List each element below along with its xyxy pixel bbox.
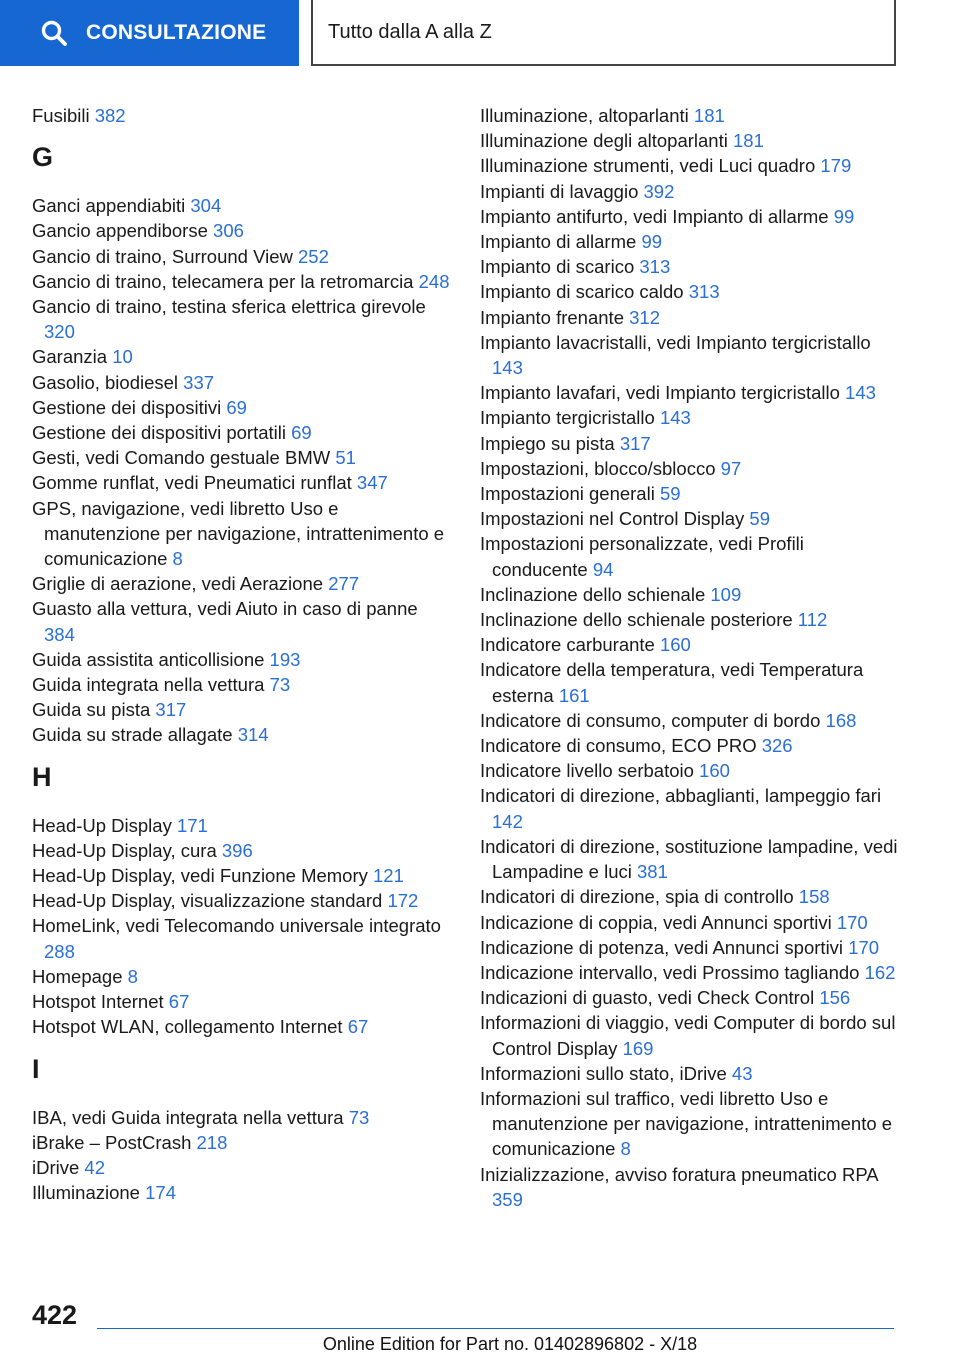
index-letter-heading: I bbox=[32, 1053, 40, 1084]
index-entry bbox=[480, 1162, 900, 1212]
index-entry bbox=[32, 863, 452, 888]
index-entry-text: Guida assistita anticollisione bbox=[32, 648, 265, 670]
index-entry-text: Impostazioni personalizzate, vedi Profili conducente bbox=[480, 533, 804, 580]
index-entry bbox=[480, 128, 900, 153]
index-entry-text: Indicatore di consumo, computer di bordo bbox=[480, 709, 821, 731]
page-link[interactable]: 314 bbox=[237, 724, 269, 746]
page-link[interactable]: 97 bbox=[720, 457, 742, 479]
page-link[interactable]: 306 bbox=[213, 220, 244, 242]
page-link[interactable]: 170 bbox=[836, 911, 868, 933]
index-entry bbox=[480, 204, 900, 229]
index-letter-heading: G bbox=[32, 142, 54, 173]
index-entry bbox=[480, 456, 900, 481]
index-entry bbox=[480, 783, 900, 833]
index-entry bbox=[480, 1010, 900, 1060]
index-entry-text: IBA, vedi Guida integrata nella vettura bbox=[32, 1106, 344, 1128]
page-link[interactable]: 277 bbox=[328, 573, 360, 595]
index-entry bbox=[32, 964, 452, 989]
page-link[interactable]: 181 bbox=[733, 130, 764, 152]
page-link[interactable]: 396 bbox=[221, 839, 253, 861]
index-entry bbox=[32, 445, 452, 470]
index-entry bbox=[32, 1155, 452, 1180]
index-entry bbox=[32, 596, 452, 646]
page-link[interactable]: 347 bbox=[356, 472, 388, 494]
index-entry bbox=[32, 913, 452, 963]
index-entry bbox=[32, 193, 452, 218]
index-entry bbox=[32, 470, 452, 495]
index-entry bbox=[32, 838, 452, 863]
index-entry bbox=[480, 607, 900, 632]
page-link[interactable]: 359 bbox=[492, 1188, 523, 1210]
header bbox=[0, 0, 960, 66]
index-entry-text: Head-Up Display, visualizzazione standard bbox=[32, 890, 383, 912]
page-link[interactable]: 313 bbox=[688, 281, 720, 303]
index-entry bbox=[480, 103, 900, 128]
index-entry bbox=[480, 506, 900, 531]
page-link[interactable]: 252 bbox=[298, 245, 329, 267]
index-entry-text: Indicatori di direzione, sostituzione lampadine, vedi Lampadine e luci bbox=[480, 835, 898, 883]
index-entry bbox=[480, 431, 900, 456]
index-entry-text: Informazioni di viaggio, vedi Computer di bordo sul Control Display bbox=[480, 1012, 896, 1059]
index-entry-text: Impianto frenante bbox=[480, 306, 624, 328]
index-entry-text: Indicatore della temperatura, vedi Temperatura esterna bbox=[480, 659, 864, 706]
index-letter-heading: H bbox=[32, 761, 52, 792]
index-entry-text: Garanzia bbox=[32, 346, 108, 368]
index-entry-text: Head-Up Display bbox=[32, 814, 172, 836]
index-entry bbox=[480, 985, 900, 1010]
index-entry bbox=[480, 910, 900, 935]
index-entry bbox=[480, 254, 900, 279]
page-link[interactable]: 143 bbox=[659, 407, 691, 429]
page-link[interactable]: 170 bbox=[848, 936, 880, 958]
index-entry-text: Gancio di traino, telecamera per la retromarcia bbox=[32, 270, 414, 292]
index-entry-text: Head-Up Display, cura bbox=[32, 839, 217, 861]
index-entry bbox=[480, 758, 900, 783]
index-entry bbox=[480, 279, 900, 304]
index-entry-text: Ganci appendiabiti bbox=[32, 195, 186, 217]
index-entry-text: Gancio appendiborse bbox=[32, 220, 208, 242]
index-entry-text: Gestione dei dispositivi bbox=[32, 396, 222, 418]
index-entry bbox=[32, 571, 452, 596]
index-entry-text: Impianti di lavaggio bbox=[480, 180, 639, 202]
footer-divider bbox=[97, 1328, 894, 1329]
index-entry bbox=[32, 395, 452, 420]
page-link[interactable]: 73 bbox=[348, 1106, 370, 1128]
index-entry-text: Illuminazione bbox=[32, 1182, 140, 1204]
index-entry-text: Indicazione di coppia, vedi Annunci sportivi bbox=[480, 911, 832, 933]
page-link[interactable]: 313 bbox=[639, 256, 671, 278]
index-entry-text: Indicatore livello serbatoio bbox=[480, 760, 694, 782]
index-entry bbox=[32, 244, 452, 269]
index-entry-text: Homepage bbox=[32, 965, 123, 987]
index-entry bbox=[480, 582, 900, 607]
page-link[interactable]: 172 bbox=[387, 890, 419, 912]
index-entry-text: Informazioni sullo stato, iDrive bbox=[480, 1062, 727, 1084]
index-entry bbox=[32, 1105, 452, 1130]
index-entry bbox=[480, 1086, 900, 1162]
page-link[interactable]: 59 bbox=[749, 508, 770, 530]
index-entry bbox=[480, 481, 900, 506]
index-entry bbox=[32, 269, 452, 294]
index-entry bbox=[32, 1180, 452, 1205]
page-link[interactable]: 8 bbox=[172, 548, 183, 570]
index-entry-text: iDrive bbox=[32, 1156, 80, 1178]
index-entry-text: Fusibili bbox=[32, 105, 90, 126]
index-entry-text: Gancio di traino, testina sferica elettrica girevole bbox=[32, 296, 426, 318]
index-entry-text: Impostazioni generali bbox=[480, 483, 655, 505]
index-entry-text: Indicatori di direzione, spia di controllo bbox=[480, 886, 794, 908]
index-entry-text: Illuminazione strumenti, vedi Luci quadro bbox=[480, 155, 816, 177]
edition-footer: Online Edition for Part no. 01402896802 - X/18 bbox=[322, 1334, 698, 1354]
index-entry bbox=[32, 344, 452, 369]
page-link[interactable]: 317 bbox=[155, 699, 187, 721]
index-entry bbox=[480, 884, 900, 909]
index-entry-text: Gancio di traino, Surround View bbox=[32, 245, 293, 267]
index-entry bbox=[480, 305, 900, 330]
index-entry bbox=[32, 989, 452, 1014]
index-entry-text: HomeLink, vedi Telecomando universale integrato bbox=[32, 915, 441, 937]
index-entry bbox=[480, 153, 900, 178]
index-entry bbox=[480, 834, 900, 884]
index-entry bbox=[32, 496, 452, 572]
index-entry-text: Inclinazione dello schienale bbox=[480, 583, 706, 605]
page-link[interactable]: 158 bbox=[798, 886, 830, 908]
index-entry-text: Guida su strade allagate bbox=[32, 724, 233, 746]
consultazione-tab-label: CONSULTAZIONE bbox=[86, 21, 267, 44]
page-link[interactable]: 142 bbox=[492, 810, 523, 832]
page-link[interactable]: 8 bbox=[620, 1138, 631, 1160]
index-entry-text: Indicatori di direzione, abbaglianti, lampeggio fari bbox=[480, 785, 882, 807]
page-link[interactable]: 181 bbox=[693, 105, 725, 126]
index-entry bbox=[32, 888, 452, 913]
page-link[interactable]: 169 bbox=[622, 1037, 654, 1059]
index-entry-text: Impianto lavafari, vedi Impianto tergicristallo bbox=[480, 382, 840, 404]
page-link[interactable]: 248 bbox=[418, 270, 450, 292]
index-entry bbox=[32, 218, 452, 243]
index-entry-text: Impianto lavacristalli, vedi Impianto tergicristallo bbox=[480, 331, 871, 353]
index-entry bbox=[32, 103, 452, 128]
page-link[interactable]: 174 bbox=[145, 1182, 176, 1204]
index-entry bbox=[480, 229, 900, 254]
index-entry bbox=[32, 294, 452, 344]
index-entry bbox=[480, 380, 900, 405]
index-entry bbox=[32, 420, 452, 445]
page-link[interactable]: 384 bbox=[44, 623, 75, 645]
page-link[interactable]: 67 bbox=[347, 1016, 369, 1038]
page-link[interactable]: 382 bbox=[94, 105, 126, 126]
page-link[interactable]: 168 bbox=[825, 709, 857, 731]
index-entry bbox=[480, 960, 900, 985]
index-entry-text: Informazioni sul traffico, vedi libretto Uso e manutenzione per navigazione, intrattenimento e comunicazione bbox=[480, 1087, 893, 1160]
index-entry-text: Head-Up Display, vedi Funzione Memory bbox=[32, 865, 368, 887]
index-entry-text: Impianto antifurto, vedi Impianto di allarme bbox=[480, 205, 829, 227]
page-link[interactable]: 67 bbox=[168, 991, 190, 1013]
index-entry bbox=[480, 935, 900, 960]
index-entry bbox=[480, 632, 900, 657]
index-entry-text: Guasto alla vettura, vedi Aiuto in caso di panne bbox=[32, 598, 418, 620]
consultazione-tab[interactable] bbox=[0, 0, 299, 66]
page-link[interactable]: 42 bbox=[84, 1156, 105, 1178]
page-link[interactable]: 109 bbox=[710, 583, 742, 605]
index-entry bbox=[32, 1130, 452, 1155]
index-entry-text: Guida su pista bbox=[32, 699, 151, 721]
page-link[interactable]: 160 bbox=[699, 760, 730, 782]
index-entry-text: Inizializzazione, avviso foratura pneumatico RPA bbox=[480, 1163, 878, 1185]
index-entry-text: Impianto tergicristallo bbox=[480, 407, 655, 429]
page-link[interactable]: 288 bbox=[44, 940, 75, 962]
page-link[interactable]: 69 bbox=[291, 422, 312, 444]
page-link[interactable]: 8 bbox=[127, 965, 138, 987]
page-link[interactable]: 51 bbox=[335, 447, 356, 469]
index-entry-text: Gestione dei dispositivi portatili bbox=[32, 422, 286, 444]
index-column-right bbox=[480, 103, 900, 1212]
index-entry bbox=[480, 179, 900, 204]
index-entry-text: iBrake – PostCrash bbox=[32, 1131, 192, 1153]
page-link[interactable]: 143 bbox=[492, 357, 523, 379]
page-link[interactable]: 193 bbox=[269, 648, 301, 670]
search-icon bbox=[40, 19, 68, 47]
index-entry bbox=[480, 531, 900, 581]
index-entry bbox=[480, 405, 900, 430]
index-entry-text: Indicazioni di guasto, vedi Check Control bbox=[480, 987, 815, 1009]
index-entry bbox=[480, 708, 900, 733]
page-link[interactable]: 59 bbox=[659, 483, 681, 505]
page-link[interactable]: 43 bbox=[731, 1062, 753, 1084]
index-entry-text: Impostazioni nel Control Display bbox=[480, 508, 745, 530]
page-link[interactable]: 143 bbox=[845, 382, 876, 404]
index-entry bbox=[32, 370, 452, 395]
index-entry bbox=[32, 722, 452, 747]
index-entry bbox=[480, 330, 900, 380]
index-entry-text: Illuminazione, altoparlanti bbox=[480, 105, 689, 126]
page-link[interactable]: 304 bbox=[190, 195, 222, 217]
page-link[interactable]: 312 bbox=[629, 306, 660, 328]
index-entry-text: Indicazione di potenza, vedi Annunci sportivi bbox=[480, 936, 844, 958]
index-entry-text: Gesti, vedi Comando gestuale BMW bbox=[32, 447, 331, 469]
page-number: 422 bbox=[32, 1300, 78, 1330]
index-entry-text: Impiego su pista bbox=[480, 432, 615, 454]
index-entry-text: Hotspot WLAN, collegamento Internet bbox=[32, 1016, 343, 1038]
page-link[interactable]: 317 bbox=[619, 432, 651, 454]
index-entry-text: Indicatore carburante bbox=[480, 634, 655, 656]
page-link[interactable]: 99 bbox=[833, 205, 855, 227]
index-entry-text: Gomme runflat, vedi Pneumatici runflat bbox=[32, 472, 352, 494]
index-entry bbox=[32, 813, 452, 838]
page-link[interactable]: 179 bbox=[820, 155, 852, 177]
index-entry-text: Guida integrata nella vettura bbox=[32, 674, 265, 696]
index-entry-text: Impianto di allarme bbox=[480, 231, 637, 253]
page-link[interactable]: 160 bbox=[659, 634, 691, 656]
index-column-left bbox=[32, 103, 452, 1205]
page-link[interactable]: 10 bbox=[112, 346, 133, 368]
page-link[interactable]: 162 bbox=[864, 961, 896, 983]
index-entry-text: Inclinazione dello schienale posteriore bbox=[480, 609, 793, 631]
index-entry-text: Indicatore di consumo, ECO PRO bbox=[480, 735, 757, 757]
page-link[interactable]: 337 bbox=[183, 371, 215, 393]
index-entry bbox=[480, 733, 900, 758]
index-entry bbox=[480, 657, 900, 707]
index-entry-text: Impostazioni, blocco/sblocco bbox=[480, 457, 716, 479]
page-link[interactable]: 99 bbox=[641, 231, 663, 253]
page-link[interactable]: 94 bbox=[592, 558, 614, 580]
index-entry-text: Hotspot Internet bbox=[32, 991, 164, 1013]
index-entry-text: Impianto di scarico caldo bbox=[480, 281, 684, 303]
page-link[interactable]: 69 bbox=[226, 396, 247, 418]
page-link[interactable]: 171 bbox=[176, 814, 208, 836]
page-link[interactable]: 320 bbox=[44, 321, 75, 343]
index-entry bbox=[32, 697, 452, 722]
index-entry bbox=[32, 1014, 452, 1039]
page-link[interactable]: 73 bbox=[269, 674, 291, 696]
section-title: Tutto dalla A alla Z bbox=[311, 0, 896, 66]
index-entry-text: Illuminazione degli altoparlanti bbox=[480, 130, 728, 152]
page-link[interactable]: 121 bbox=[373, 865, 404, 887]
index-entry bbox=[32, 647, 452, 672]
index-entry-text: Impianto di scarico bbox=[480, 256, 635, 278]
page-link[interactable]: 161 bbox=[558, 684, 590, 706]
index-entry bbox=[480, 1061, 900, 1086]
page-link[interactable]: 218 bbox=[196, 1131, 228, 1153]
index-entry-text: Griglie di aerazione, vedi Aerazione bbox=[32, 573, 324, 595]
index-entry-text: GPS, navigazione, vedi libretto Uso e manutenzione per navigazione, intrattenimento e comunicazione bbox=[32, 497, 445, 570]
page-link[interactable]: 156 bbox=[819, 987, 851, 1009]
page-link[interactable]: 326 bbox=[761, 735, 793, 757]
page-link[interactable]: 381 bbox=[637, 861, 668, 883]
page-link[interactable]: 392 bbox=[643, 180, 675, 202]
index-entry bbox=[32, 672, 452, 697]
index-entry-text: Indicazione intervallo, vedi Prossimo tagliando bbox=[480, 961, 860, 983]
page-link[interactable]: 112 bbox=[797, 609, 828, 631]
index-entry-text: Gasolio, biodiesel bbox=[32, 371, 179, 393]
